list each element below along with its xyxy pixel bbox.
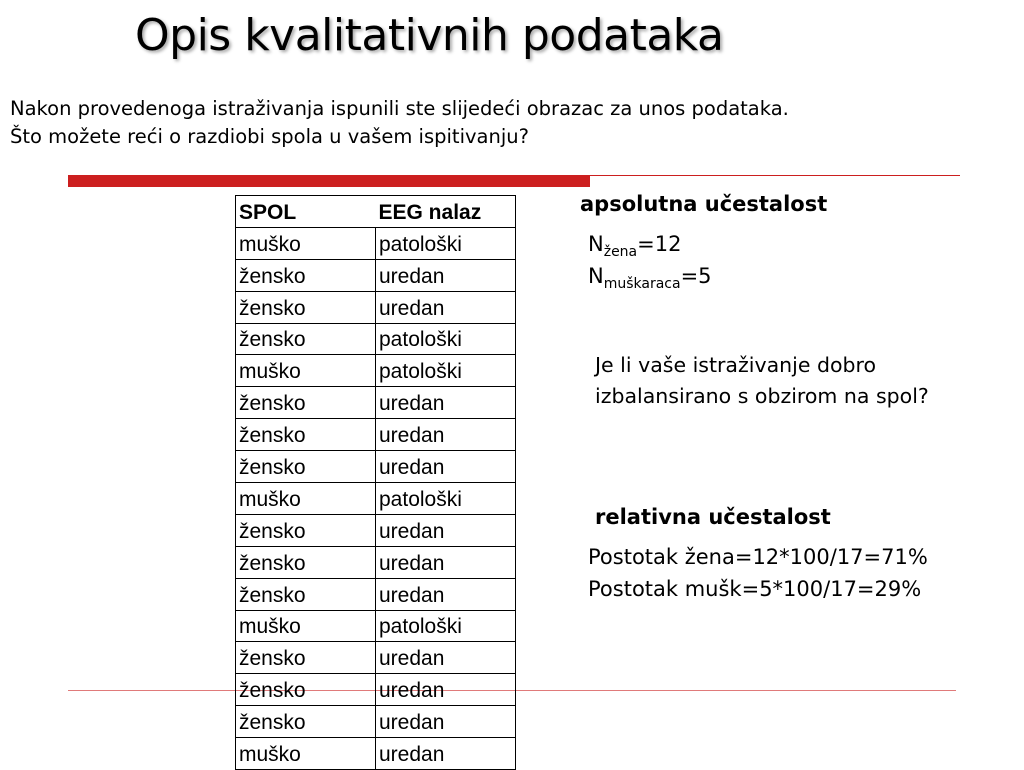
women-percentage: Postotak žena=12*100/17=71% (588, 545, 928, 569)
table-row (236, 610, 516, 642)
cell-eeg-nalaz: patološki (376, 355, 516, 387)
cell-eeg-nalaz: patološki (376, 483, 516, 515)
intro-line-1: Nakon provedenoga istraživanja ispunili ste slijedeći obrazac za unos podataka. (10, 97, 789, 120)
page-title: Opis kvalitativnih podataka (135, 10, 724, 61)
cell-spol: žensko (236, 674, 376, 706)
cell-spol: žensko (236, 291, 376, 323)
relative-frequency-heading: relativna učestalost (595, 505, 831, 529)
cell-eeg-nalaz: patološki (376, 227, 516, 259)
table-row (236, 227, 516, 259)
table-row (236, 706, 516, 738)
men-percentage: Postotak mušk=5*100/17=29% (588, 577, 922, 601)
cell-eeg-nalaz: uredan (376, 642, 516, 674)
cell-spol: muško (236, 355, 376, 387)
cell-spol: žensko (236, 323, 376, 355)
cell-spol: žensko (236, 259, 376, 291)
men-symbol: N (588, 264, 604, 288)
table-body (236, 227, 516, 769)
table-row (236, 674, 516, 706)
cell-spol: žensko (236, 642, 376, 674)
cell-eeg-nalaz: uredan (376, 514, 516, 546)
table-row (236, 451, 516, 483)
table-row (236, 483, 516, 515)
intro-text (10, 95, 1024, 151)
cell-eeg-nalaz: uredan (376, 451, 516, 483)
cell-spol: žensko (236, 451, 376, 483)
red-divider-thick (68, 175, 590, 187)
cell-eeg-nalaz: uredan (376, 674, 516, 706)
table-row (236, 355, 516, 387)
table-header-row (236, 196, 516, 228)
balance-question: Je li vaše istraživanje dobro izbalansirano s obzirom na spol? (595, 353, 929, 408)
women-value: =12 (637, 232, 682, 256)
cell-spol: muško (236, 483, 376, 515)
cell-eeg-nalaz: uredan (376, 387, 516, 419)
cell-spol: žensko (236, 419, 376, 451)
cell-eeg-nalaz: uredan (376, 291, 516, 323)
men-subscript: muškaraca (603, 276, 681, 292)
table-row (236, 387, 516, 419)
cell-eeg-nalaz: uredan (376, 738, 516, 770)
cell-spol: žensko (236, 546, 376, 578)
table-row (236, 323, 516, 355)
women-symbol: N (588, 232, 604, 256)
cell-eeg-nalaz: uredan (376, 706, 516, 738)
cell-eeg-nalaz: patološki (376, 323, 516, 355)
cell-eeg-nalaz: uredan (376, 419, 516, 451)
cell-spol: muško (236, 738, 376, 770)
cell-spol: žensko (236, 387, 376, 419)
intro-line-2: Što možete reći o razdiobi spola u vašem ispitivanju? (10, 125, 529, 148)
cell-spol: žensko (236, 514, 376, 546)
data-table (235, 195, 516, 770)
cell-eeg-nalaz: uredan (376, 259, 516, 291)
cell-eeg-nalaz: patološki (376, 610, 516, 642)
cell-spol: žensko (236, 578, 376, 610)
red-divider-thin (590, 175, 960, 176)
women-count (588, 232, 681, 260)
table-row (236, 291, 516, 323)
column-header-eeg: EEG nalaz (376, 196, 516, 228)
women-subscript: žena (603, 244, 638, 260)
table-row (236, 419, 516, 451)
column-header-spol: SPOL (236, 196, 376, 228)
table-row (236, 738, 516, 770)
men-value: =5 (680, 264, 712, 288)
cell-spol: muško (236, 227, 376, 259)
table-row (236, 578, 516, 610)
absolute-frequency-heading: apsolutna učestalost (580, 192, 828, 216)
cell-eeg-nalaz: uredan (376, 546, 516, 578)
table-row (236, 546, 516, 578)
cell-eeg-nalaz: uredan (376, 578, 516, 610)
men-count (588, 264, 712, 292)
table-row (236, 259, 516, 291)
cell-spol: muško (236, 610, 376, 642)
table-row (236, 642, 516, 674)
cell-spol: žensko (236, 706, 376, 738)
table-row (236, 514, 516, 546)
